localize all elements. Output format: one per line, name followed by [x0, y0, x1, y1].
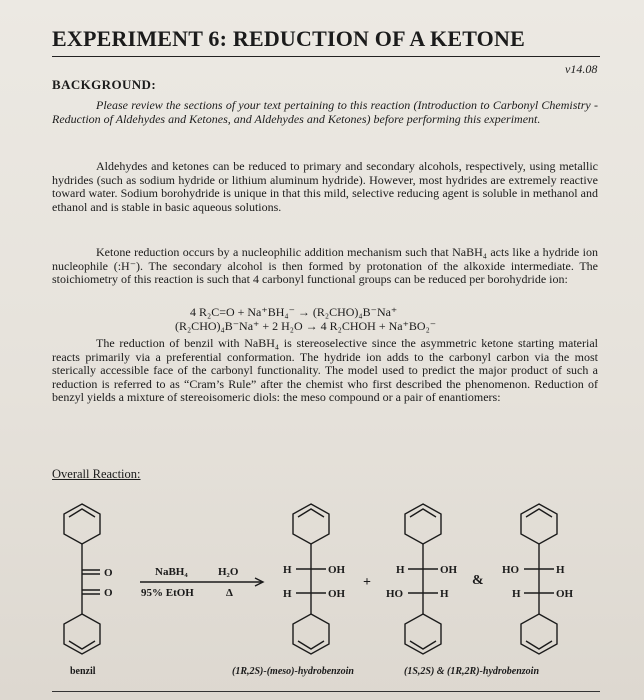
overall-reaction-heading: Overall Reaction: — [52, 467, 141, 481]
enantiomers-label: (1S,2S) & (1R,2R)-hydrobenzoin — [404, 666, 540, 677]
reagent-water: H₂O — [218, 566, 239, 578]
ampersand: & — [472, 573, 484, 588]
plus-sign: + — [363, 575, 371, 590]
version-label: v14.08 — [565, 62, 598, 76]
background-heading: BACKGROUND: — [52, 77, 157, 92]
intro-paragraph: Please review the sections of your text pertaining to this reaction (Introduction to Carbonyl Chemistry - Reduction of Aldehydes and Ketones, and Aldehydes and Ketones) before performing this experiment. — [52, 98, 598, 126]
enantiomer1-top-right: OH — [440, 564, 458, 576]
title-rule — [52, 56, 600, 57]
enantiomer1-bottom-left: HO — [386, 588, 404, 600]
meso-bottom-left: H — [283, 588, 292, 600]
benzil-top-phenyl-inner — [69, 509, 95, 517]
document-title: EXPERIMENT 6: REDUCTION OF A KETONE — [52, 26, 525, 51]
benzil-oxygen-bottom: O — [104, 587, 113, 599]
enantiomer2-top-right: H — [556, 564, 565, 576]
enantiomer1-bottom-phenyl — [405, 614, 441, 654]
enantiomer2-top-left: HO — [502, 564, 520, 576]
enantiomer2-bottom-left: H — [512, 588, 521, 600]
enantiomer1-top-left: H — [396, 564, 405, 576]
reaction-scheme — [0, 480, 644, 690]
paragraph-crams-rule: The reduction of benzil with NaBH₄ is stereoselective since the asymmetric ketone starting material reacts primarily via a preferential conformation. The hydride ion adds to the carbonyl carbon via the most sterically accessible face of the carbonyl functionality. The model used to predict the major product of such a reduction is referred to as “Cram’s Rule” after the chemist who first described the phenomenon. Reduction of benzyl yields a mixture of stereoisomeric diols: the meso compound or a pair of enantiomers: — [52, 336, 598, 405]
enantiomer1-bottom-right: H — [440, 588, 449, 600]
reagent-ethanol: 95% EtOH — [141, 587, 194, 599]
bottom-rule — [52, 691, 600, 692]
benzil-label: benzil — [70, 666, 96, 677]
meso-label: (1R,2S)-(meso)-hydrobenzoin — [232, 666, 354, 677]
meso-top-phenyl — [293, 504, 329, 544]
enantiomer2-bottom-right: OH — [556, 588, 574, 600]
benzil-bottom-phenyl — [64, 614, 100, 654]
benzil-oxygen-top: O — [104, 567, 113, 579]
enantiomer2-bottom-phenyl — [521, 614, 557, 654]
benzil-top-phenyl — [64, 504, 100, 544]
meso-top-right: OH — [328, 564, 346, 576]
meso-bottom-phenyl — [293, 614, 329, 654]
enantiomer2-top-phenyl — [521, 504, 557, 544]
meso-bottom-right: OH — [328, 588, 346, 600]
equation-2: (R₂CHO)₄B⁻Na⁺ + 2 H₂O → 4 R₂CHOH + Na⁺BO₂⁻ — [175, 319, 437, 333]
reagent-heat: Δ — [226, 587, 233, 599]
equation-1: 4 R₂C=O + Na⁺BH₄⁻ → (R₂CHO)₄B⁻Na⁺ — [190, 305, 398, 319]
paragraph-mechanism: Ketone reduction occurs by a nucleophilic addition mechanism such that NaBH₄ acts like a hydride ion nucleophile (:H⁻). The secondary alcohol is then formed by protonation of the alkoxide intermediate. The stoichiometry of this reaction is such that 4 carbonyl functional groups can be reduced per borohydride ion: — [52, 245, 598, 287]
meso-top-left: H — [283, 564, 292, 576]
paragraph-hydrides: Aldehydes and ketones can be reduced to primary and secondary alcohols, respectively, using metallic hydrides (such as sodium hydride or lithium aluminum hydride). However, most hydrides are extremely reactive toward water. Sodium borohydride is unique in that this mild, selective reducing agent is soluble in methanol and ethanol and is stable in basic aqueous solutions. — [52, 159, 598, 214]
enantiomer1-top-phenyl — [405, 504, 441, 544]
reagent-nabh4: NaBH₄ — [155, 566, 188, 578]
